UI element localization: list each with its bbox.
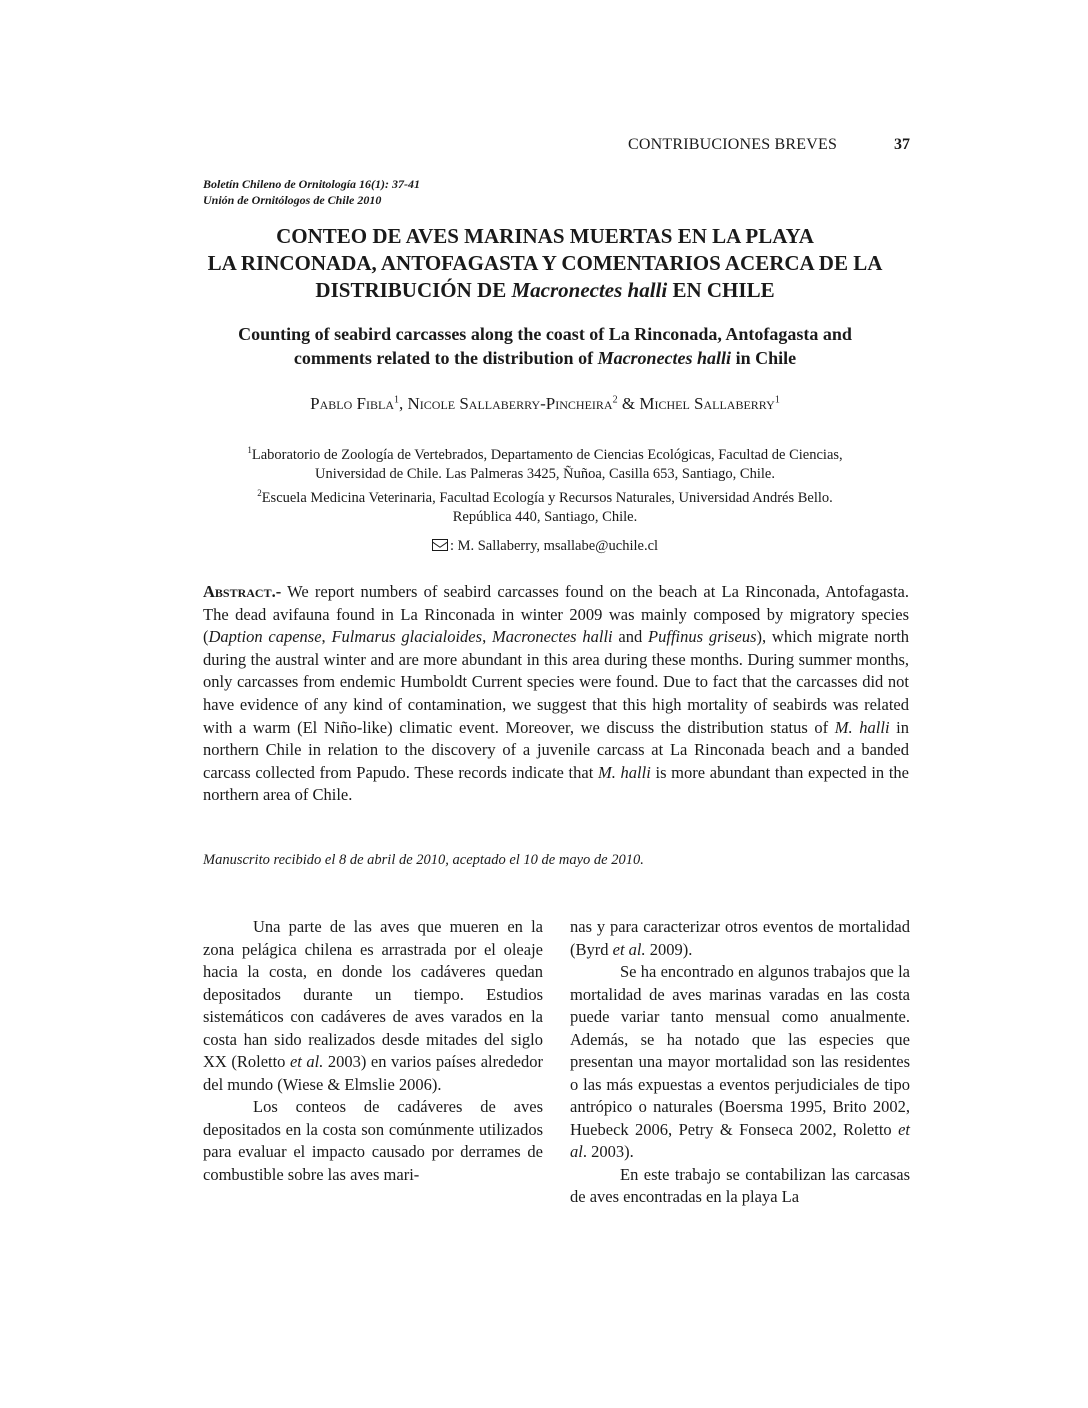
journal-line-1: Boletín Chileno de Ornitología 16(1): 37-41 [203,177,421,191]
author-name: Michel Sallaberry [639,394,775,413]
species-name: Macronectes halli [511,278,668,302]
body-column-left [203,916,543,1186]
affiliation-marker: 2 [612,394,618,406]
affiliation-marker: 2 [257,487,262,498]
affiliation-2-line-2: República 440, Santiago, Chile. [452,508,638,525]
abstract-text: is more abundant than expected in the northern area of Chile. [203,762,910,805]
title-es-line-2: LA RINCONADA, ANTOFAGASTA Y COMENTARIOS ACERCA DE LA [207,251,883,275]
species-name: Fulmarus glacialoides [331,627,483,647]
et-al: et al. [612,939,646,959]
affiliation-text: Laboratorio de Zoología de Vertebrados, Departamento de Ciencias Ecológicas, Facultad de Ciencias, [251,446,843,463]
species-name: Macronectes halli [491,627,613,647]
journal-citation [203,176,420,208]
abstract-text: , [482,627,492,647]
abstract [203,581,909,807]
title-en-line-1: Counting of seabird carcasses along the coast of La Rinconada, Antofagasta and [238,324,852,344]
separator: & [617,394,640,413]
species-name: M. halli [834,717,890,737]
paragraph: En este trabajo se contabilizan las carcasas de aves encontradas en la playa La [570,1164,910,1206]
species-name: Daption capense [208,627,322,647]
title-es-line-1: CONTEO DE AVES MARINAS MUERTAS EN LA PLAYA [276,224,814,248]
paragraph-text: Una parte de las aves que mueren en la zona pelágica chilena es arrastrada por el oleaje hacia la costa, en donde los cadáveres quedan depositados durante un tiempo. Estudios sistemáticos con cadáveres de aves varados en la costa han sido realizados desde mitades del siglo XX (Roletto [203,917,543,1071]
paragraph-text: 2003) en varios países alrededor del mundo (Wiese & Elmslie 2006). [203,1052,543,1094]
contact-line [150,538,940,555]
title-en-text: comments related to the distribution of [293,348,598,368]
title-spanish [150,223,940,304]
affiliation-text: Escuela Medicina Veterinaria, Facultad Ecología y Recursos Naturales, Universidad Andrés Bello. [261,489,833,506]
et-al: et al. [289,1052,324,1071]
abstract-text: We report numbers of seabird carcasses found on the beach at La Rinconada, Antofagasta. The dead avifauna found in La Rinconada in winter 2009 was mainly composed by migratory species ( [203,582,909,647]
paragraph-text: nas y para caracterizar otros eventos de mortalidad (Byrd [570,917,910,959]
species-name: Puffinus griseus [648,627,757,647]
paragraph [570,961,910,1164]
species-name: M. halli [597,762,651,782]
affiliation-1-line-1 [150,441,940,465]
separator: , [399,394,408,413]
title-en-text: in Chile [731,348,797,368]
paragraph-text: 2009). [645,939,693,959]
affiliation-marker: 1 [247,445,252,455]
paragraph: Los conteos de cadáveres de aves depositados en la costa son comúnmente utilizados para evaluar el impacto causado por derrames de combustible sobre las aves mari- [203,1097,543,1184]
author-list [150,394,940,414]
author-name: Pablo Fibla [310,394,394,413]
title-es-line-3 [150,277,940,304]
abstract-text: ), which migrate north during the austral winter and are more abundant in this area during these months. During summer months, only carcasses from endemic Humboldt Current species were found. Due to fact that the carcasses did not have evidence of any kind of contamination, we suggest that this high mortality of seabirds was related with a warm (El Niño-like) climatic event. Moreover, we discuss the distribution status of [203,627,910,737]
abstract-label: Abstract.- [203,582,282,601]
journal-line-2: Unión de Ornitólogos de Chile 2010 [203,193,382,207]
abstract-text: in northern Chile in relation to the discovery of a juvenile carcass at La Rinconada beach and a banded carcass collected from Papudo. These records indicate that [203,717,910,782]
section-title: CONTRIBUCIONES BREVES [628,136,838,153]
paragraph-text: . 2003). [582,1142,634,1161]
envelope-icon [432,539,448,551]
affiliation-marker: 1 [774,394,780,406]
affiliation-2-line-1 [150,484,940,508]
title-english [150,322,940,370]
paragraph-text: Se ha encontrado en algunos trabajos que la mortalidad de aves marinas varadas en las costa puede variar tanto mensual como anualmente. Además, se ha notado que las especies que presentan una mayor mortalidad son las residentes o las más expuestas a eventos perjudiciales de tipo antrópico o naturales (Boersma 1995, Brito 2002, Huebeck 2006, Petry & Fonseca 2002, Roletto [570,962,910,1139]
species-name: Macronectes halli [597,348,732,368]
body-column-right [570,916,910,1209]
author-name: Nicole Sallaberry-Pincheira [407,394,613,413]
contact-email[interactable]: : M. Sallaberry, msallabe@uchile.cl [449,538,659,554]
page-number: 37 [894,136,910,153]
paragraph [203,916,543,1096]
affiliation-marker: 1 [394,394,399,406]
manuscript-dates: Manuscrito recibido el 8 de abril de 2010, aceptado el 10 de mayo de 2010. [203,852,644,868]
abstract-text: and [612,627,649,647]
affiliations [150,441,940,527]
paragraph-continuation [570,916,910,961]
title-es-text: DISTRIBUCIÓN DE [315,278,512,302]
et-al: et al [570,1119,910,1161]
affiliation-1-line-2: Universidad de Chile. Las Palmeras 3425, Ñuñoa, Casilla 653, Santiago, Chile. [315,465,775,482]
title-en-line-2 [150,346,940,370]
abstract-text: , [321,627,332,647]
title-es-text: EN CHILE [667,278,775,302]
